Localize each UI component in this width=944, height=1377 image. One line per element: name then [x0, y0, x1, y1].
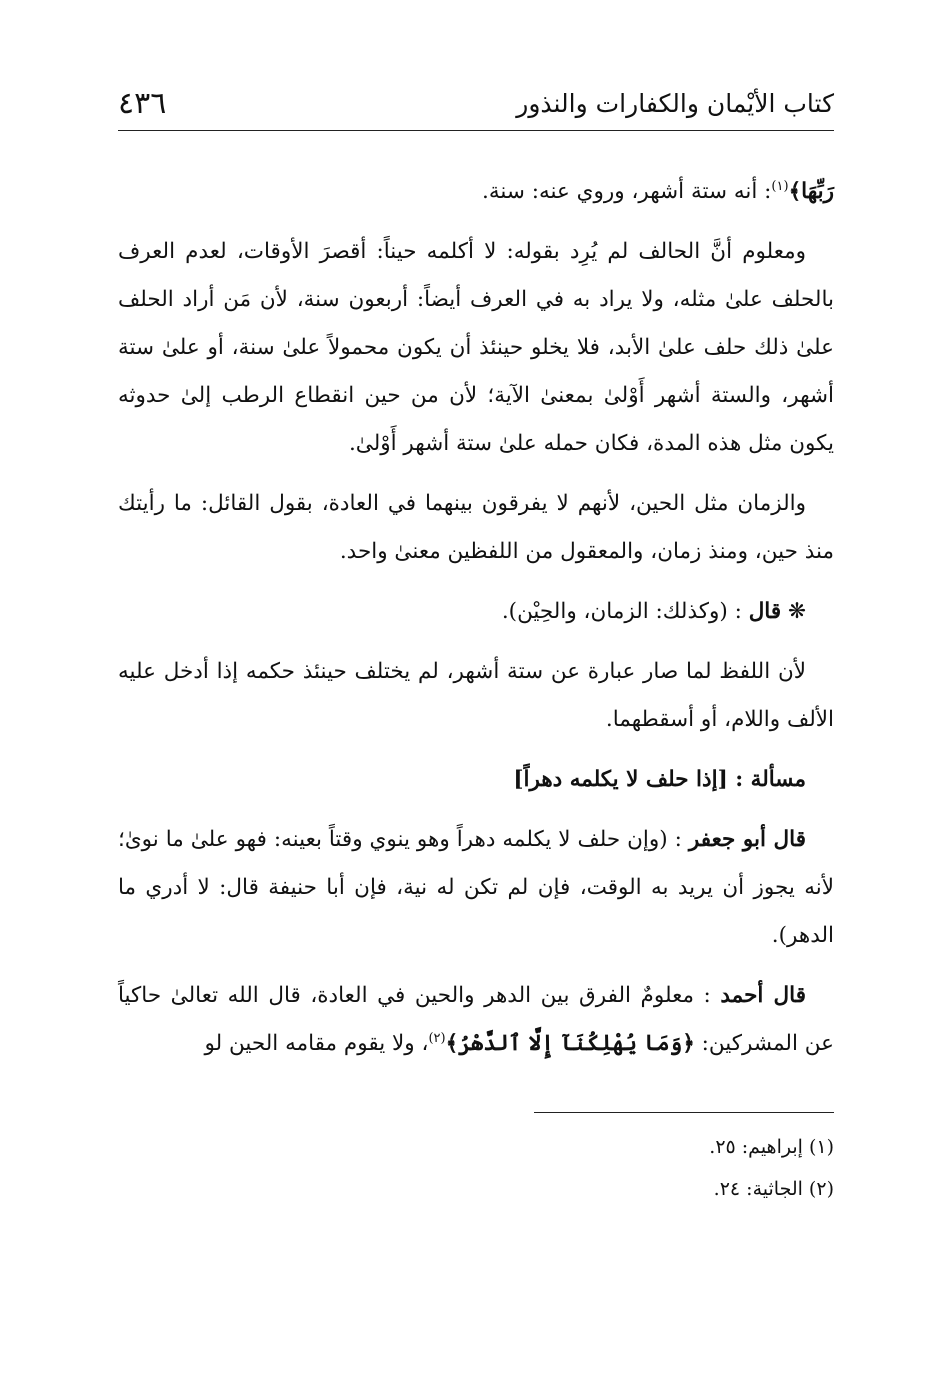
page-number: ٤٣٦ — [118, 86, 167, 121]
footnotes — [434, 1126, 834, 1210]
footnote-ref-2: (٢) — [428, 1030, 446, 1046]
speaker-label: قال — [748, 599, 782, 624]
paragraph-4 — [118, 588, 834, 636]
section-heading — [118, 756, 834, 804]
paragraph-8-text-a: : معلومٌ الفرق بين الدهر والحين في العادة، قال الله تعالىٰ حاكياً عن المشركين: — [118, 983, 834, 1056]
section-heading-label: مسألة — [750, 767, 806, 792]
paragraph-7-text: : (وإن حلف لا يكلمه دهراً وهو ينوي وقتاً بعينه: فهو علىٰ ما نوىٰ؛ لأنه يجوز أن يريد به الوقت، فإن لم تكن له نية، فإن أبا حنيفة قال: لا أدري ما الدهر). — [118, 827, 834, 948]
page-header — [118, 84, 834, 124]
quran-verse-fragment: رَبِّهَا﴾ — [788, 179, 834, 204]
paragraph-8 — [118, 972, 834, 1068]
paragraph-2: ومعلوم أنَّ الحالف لم يُرِد بقوله: لا أكلمه حيناً: أقصرَ الأوقات، لعدم العرف بالحلف علىٰ مثله، ولا يراد به في العرف أيضاً: أربعون سنة، لأن مَن أراد الحلف علىٰ ذلك حلف علىٰ الأبد، فلا يخلو حينئذ أن يكون محمولاً علىٰ سنة، أو علىٰ ستة أشهر، والستة أشهر أَوْلىٰ بمعنىٰ الآية؛ لأن من حين انقطاع الرطب إلىٰ حدوثه يكون مثل هذه المدة، فكان حمله علىٰ ستة أشهر أَوْلىٰ. — [118, 239, 834, 456]
quran-verse: ﴿وَمَا يُهْلِكُنَآ إِلَّا ٱلدَّهْرُ﴾ — [445, 1031, 695, 1056]
paragraph-5: لأن اللفظ لما صار عبارة عن ستة أشهر، لم يختلف حينئذ حكمه إذا أدخل عليه الألف واللام، أو أسقطهما. — [118, 659, 834, 732]
paragraph-4-text: : (وكذلك: الزمان، والحِيْن). — [501, 599, 742, 624]
footnote-divider — [534, 1112, 834, 1113]
paragraph-3: والزمان مثل الحين، لأنهم لا يفرقون بينهما في العادة، بقول القائل: ما رأيتك منذ حين، ومنذ زمان، والمعقول من اللفظين معنىٰ واحد. — [118, 491, 834, 564]
section-heading-title: : [إذا حلف لا يكلمه دهراً] — [513, 767, 744, 792]
paragraph-7 — [118, 816, 834, 960]
paragraph-1-text: : أنه ستة أشهر، وروي عنه: سنة. — [482, 179, 772, 204]
paragraph-1 — [118, 168, 834, 216]
paragraph-8-text-b: ، ولا يقوم مقامه الحين لو — [204, 1031, 429, 1056]
header-divider — [118, 130, 834, 131]
footnote-1: (١) إبراهيم: ٢٥. — [709, 1136, 834, 1158]
footnote-ref-1: (١) — [771, 178, 789, 194]
star-marker-icon: ❋ — [787, 599, 806, 624]
speaker-label-abu-jafar: قال أبو جعفر — [688, 827, 806, 852]
main-text — [118, 168, 834, 1080]
footnote-2: (٢) الجاثية: ٢٤. — [713, 1178, 834, 1200]
speaker-label-ahmad: قال أحمد — [720, 983, 806, 1008]
running-title: كتاب الأيْمان والكفارات والنذور — [516, 89, 834, 118]
